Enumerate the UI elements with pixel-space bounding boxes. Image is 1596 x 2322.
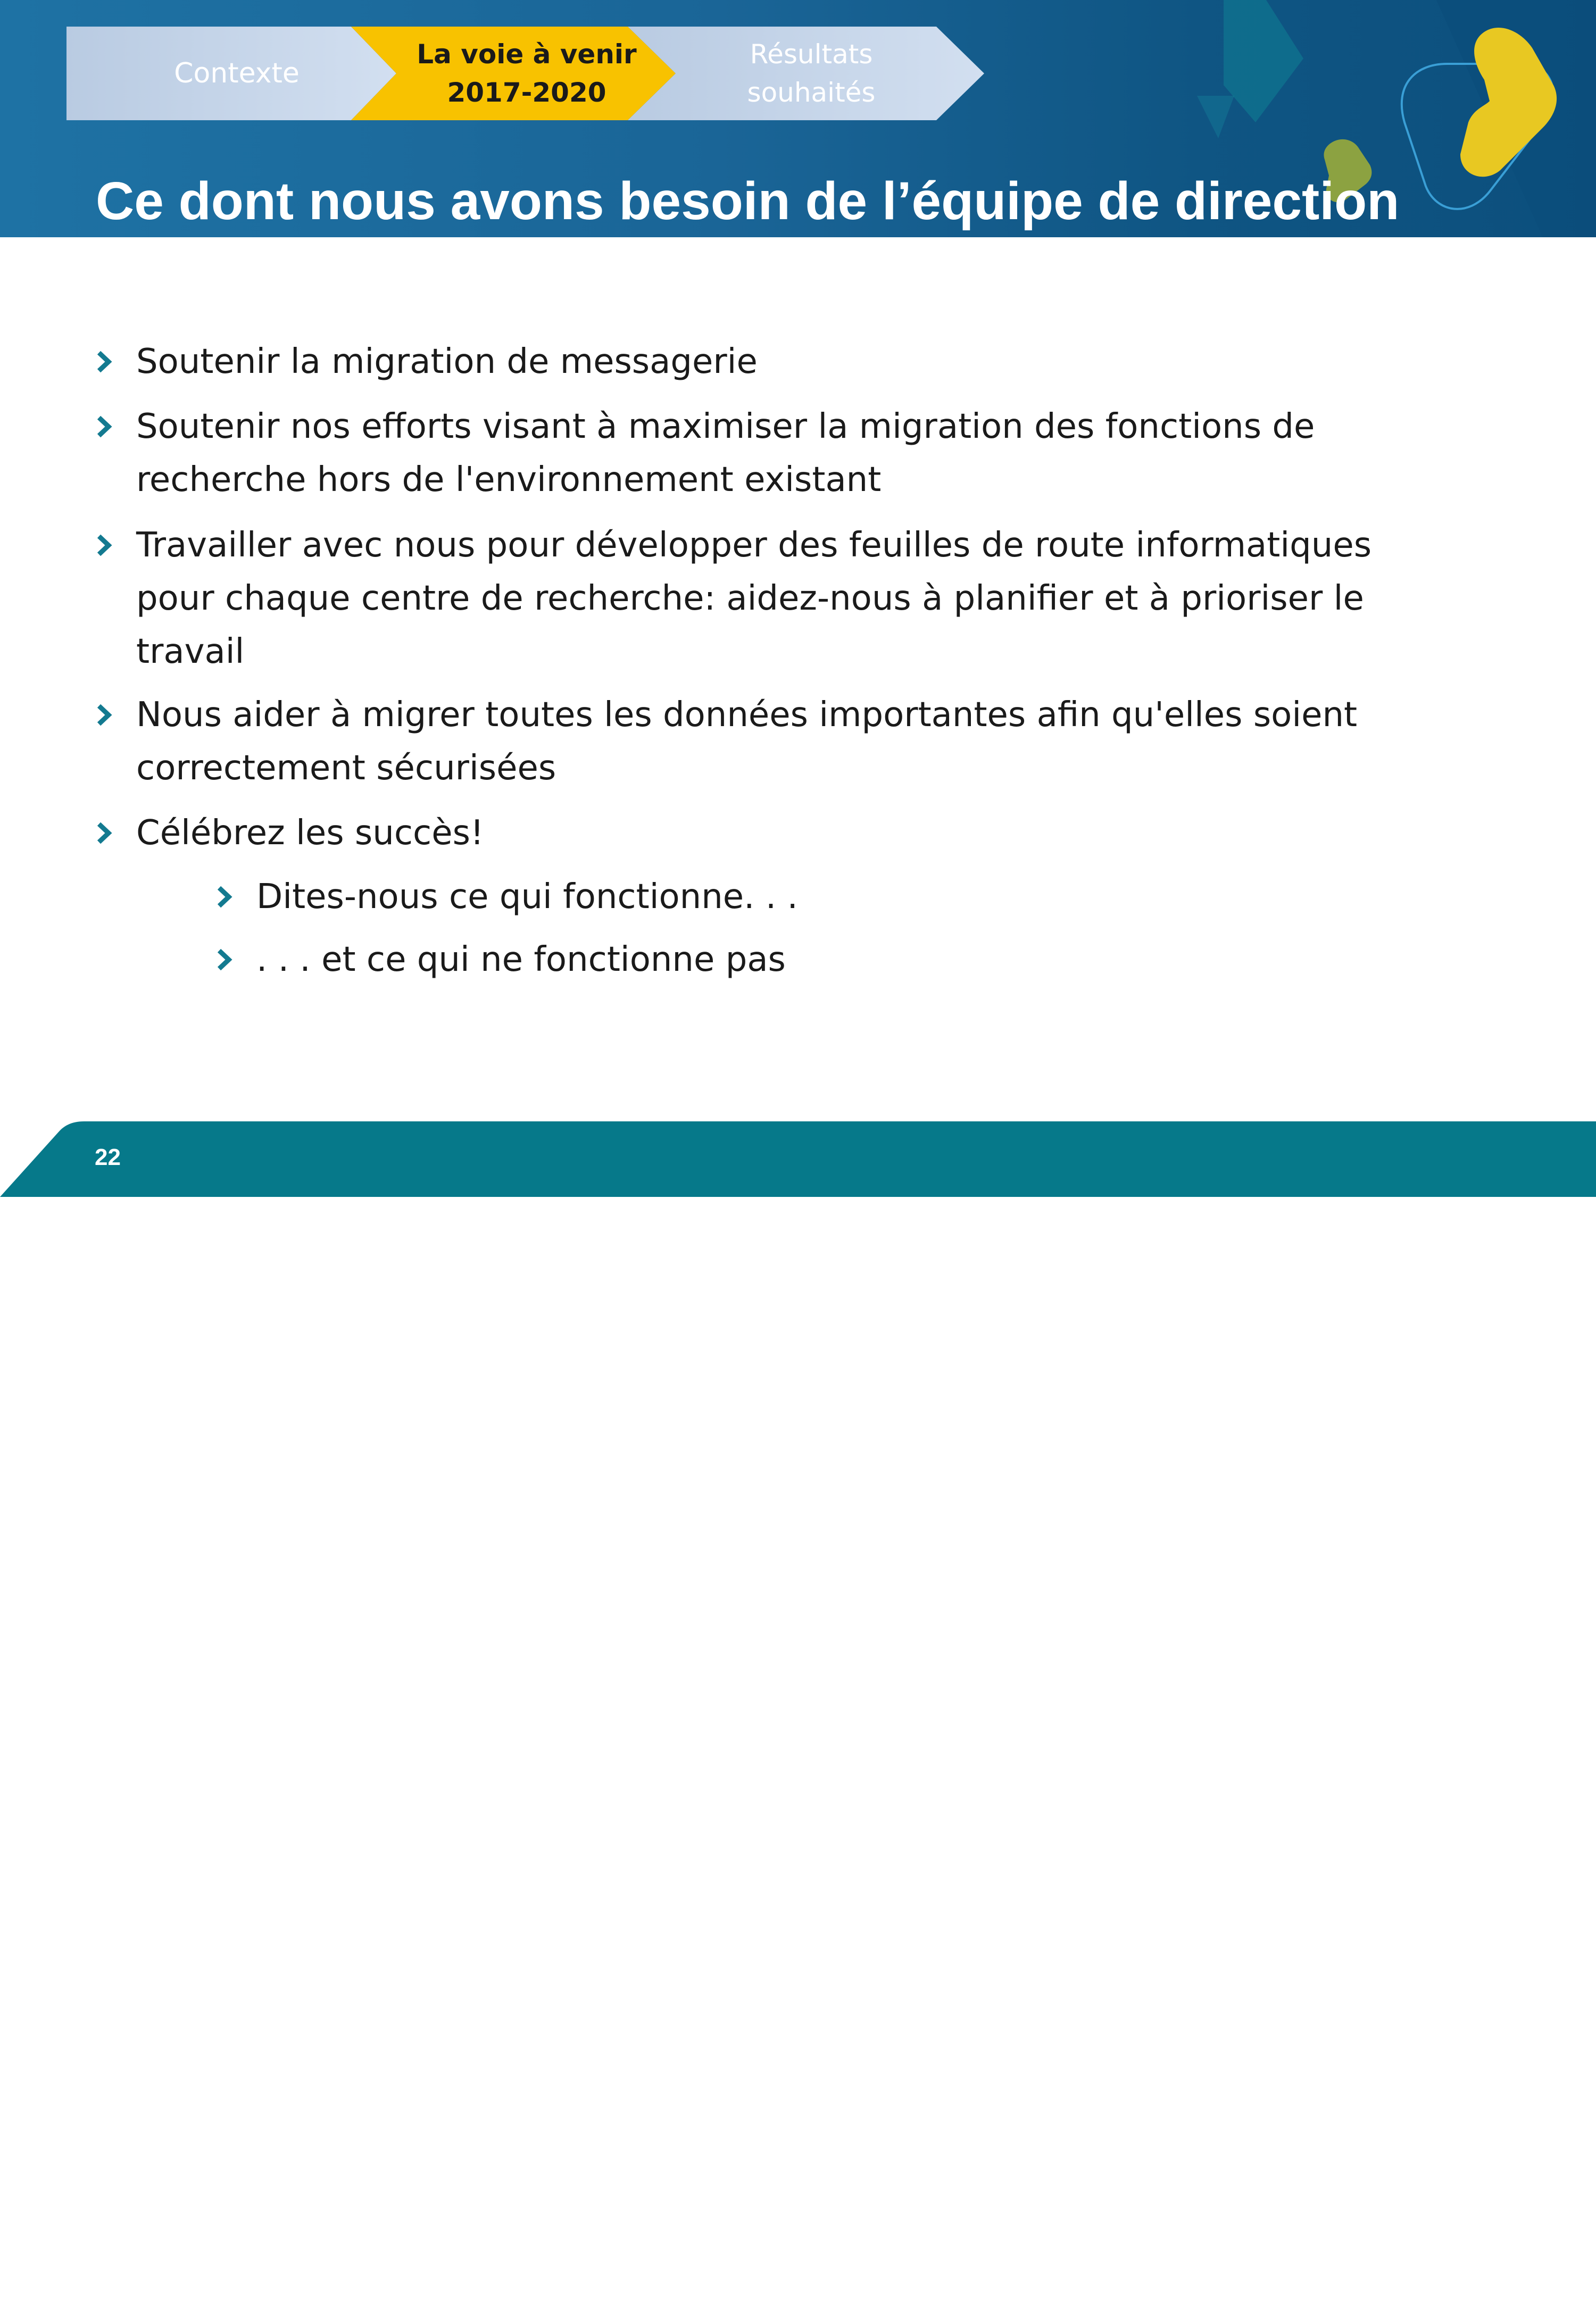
sub-bullet-item: . . . et ce qui ne fonctionne pas — [256, 940, 786, 979]
step-resultats — [660, 27, 963, 120]
bullet-item: Nous aider à migrer toutes les données importantes afin qu'elles soient correctement sécurisées — [136, 695, 1358, 788]
nrc-cnrc-logo — [1240, 1135, 1506, 1183]
sub-bullet-item: Dites-nous ce qui fonctionne. . . — [256, 877, 798, 917]
chevron-right-icon — [215, 946, 234, 973]
page-number: 22 — [95, 1144, 121, 1170]
step-resultats-label-line1: Résultats — [750, 39, 873, 70]
chevron-right-icon — [95, 820, 114, 846]
bullet-item: Travailler avec nous pour développer des feuilles de route informatiques pour chaque centre de recherche: aidez-nous à planifier et à prioriser le travail — [136, 526, 1372, 671]
step-voie-label-line1: La voie à venir — [417, 39, 637, 70]
chevron-right-icon — [95, 348, 114, 375]
slide-title: Ce dont nous avons besoin de l’équipe de direction — [96, 171, 1400, 231]
chevron-right-icon — [95, 532, 114, 559]
chevron-right-icon — [95, 702, 114, 728]
step-voie-a-venir — [351, 27, 702, 120]
chevron-right-icon — [215, 884, 234, 910]
bullet-item: Célébrez les succès! — [136, 813, 484, 853]
step-resultats-label-line2: souhaités — [747, 77, 876, 108]
step-voie-label-line2: 2017-2020 — [447, 77, 606, 108]
chevron-right-icon — [95, 413, 114, 440]
step-contexte-label: Contexte — [174, 57, 300, 89]
bullet-item: Soutenir nos efforts visant à maximiser la migration des fonctions de recherche hors de l'environnement existant — [136, 407, 1315, 500]
bullet-item: Soutenir la migration de messagerie — [136, 342, 758, 381]
slide-header — [0, 0, 1596, 237]
